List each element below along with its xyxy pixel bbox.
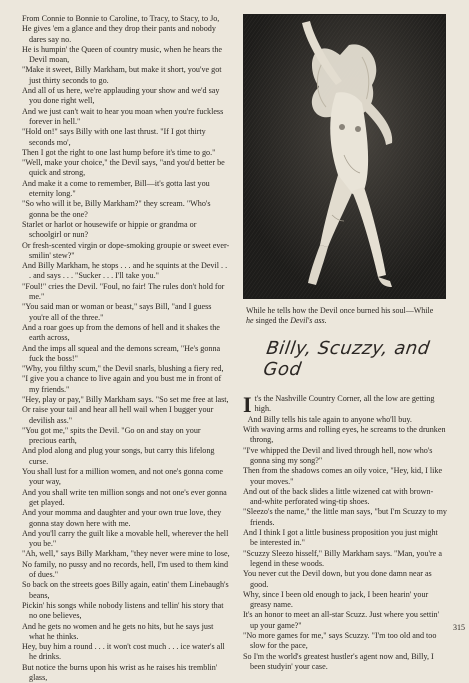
caption-text: singed the (255, 315, 289, 325)
poem-line: "Well, make your choice," the Devil says, "and you'd better be quick and strong, (22, 158, 225, 178)
illustration (243, 14, 446, 299)
poem-line: And you shall write ten million songs and not one's ever gonna get played. (22, 487, 227, 507)
poem-line: "Hey, play or pay," Billy Markham says. "So set me free at last, (22, 394, 229, 404)
poem-line: But notice the burns upon his wrist as he raises his tremblin' glass, (22, 662, 218, 682)
story-line: With waving arms and rolling eyes, he screams to the drunken throng, (243, 425, 446, 445)
story-title: Billy, Scuzzy, and God (262, 338, 432, 381)
poem-line: Pickin' his songs while nobody listens and tellin' his story that no one believes, (22, 600, 224, 621)
caption-emphasis: he (246, 315, 254, 325)
poem-line: "Hold on!" says Billy with one last thrust. "If I got thirty seconds mo', (22, 127, 206, 147)
poem-line: And your momma and daughter and your own true love, they gonna stay down here with me. (22, 508, 222, 528)
illustration-caption (243, 306, 442, 325)
poem-line: "You said man or woman or beast," says Bill, "and I guess you're all of the three." (22, 302, 212, 322)
poem-line: And a roar goes up from the demons of hell and it shakes the earth across, (22, 322, 220, 343)
poem-line: And Billy Markham, he stops . . . and he squints at the Devil . . . and says . . . "Sucker . . . I'll take you." (22, 261, 228, 281)
poem-line: So back on the streets goes Billy again, eatin' them Linebaugh's beans, (22, 580, 229, 600)
poem-line: Starlet or harlot or housewife or hippie or grandma or schoolgirl or nun? (22, 219, 197, 240)
story-line: "Scuzzy Sleezo hisself," Billy Markham says. "Man, you're a legend in these woods. (243, 548, 442, 568)
story-line: Then from the shadows comes an oily voice, "Hey, kid, I like your moves." (243, 466, 443, 486)
poem-line: Then I got the right to one last hump before it's time to go." (22, 147, 216, 157)
story-first-line (243, 392, 447, 418)
poem-line: And all of us here, we're applauding your show and we'd say you done right well, (22, 86, 220, 106)
poem-line: "So who will it be, Billy Markham?" they scream. "Who's gonna be the one? (22, 199, 211, 219)
poem-line: "Make it sweet, Billy Markham, but make it short, you've got just thirty seconds to go. (22, 65, 222, 85)
drop-cap: I (243, 392, 252, 418)
poem-line: He is humpin' the Queen of country music, when he hears the Devil moan, (22, 44, 223, 65)
poem-line: "I give you a chance to live again and you bust me in front of my friends." (22, 374, 222, 394)
poem-line: And you'll carry the guilt like a movable hell, wherever the hell you be." (22, 528, 229, 549)
story-line: "No more games for me," says Scuzzy. "I'm too old and too slow for the pace, (243, 631, 437, 651)
poem-line: And plod along and plug your songs, but carry this lifelong curse. (22, 446, 215, 466)
page-number: 315 (453, 623, 465, 632)
poem-column-left (22, 14, 230, 683)
poem-line: From Connie to Bonnie to Caroline, to Tracy, to Stacy, to Jo, (22, 14, 220, 23)
story-line: t's the Nashville Country Corner, all the low are getting high. (254, 394, 435, 414)
poem-line: Hey, buy him a round . . . it won't cost much . . . ice water's all he drinks. (22, 642, 225, 662)
poem-line: "Foul!" cries the Devil. "Foul, no fair! The rules don't hold for me." (22, 281, 225, 302)
story-line: And Billy tells his tale again to anyone who'll buy. (247, 414, 412, 424)
dancing-figure-illustration (244, 15, 445, 298)
poem-line: No family, no pussy and no records, hell, I'm used to them kind of dues." (22, 559, 229, 580)
story-line: Why, since I been old enough to jack, I been hearin' your greasy name. (243, 589, 429, 610)
story-line: And I think I got a little business proposition you just might be interested in." (243, 528, 438, 548)
caption-text: While he tells how the Devil once burned his soul—While (246, 306, 434, 315)
story-line: "Sleezo's the name," the little man says, "but I'm Scuzzy to my friends. (243, 507, 447, 527)
poem-line: And we just can't wait to hear you moan when you're fuckless forever in hell." (22, 106, 224, 126)
story-line: You never cut the Devil down, but you done damn near as good. (243, 569, 432, 589)
poem-line: "Why, you filthy scum," the Devil snarls, blushing a fiery red, (22, 364, 224, 374)
story-column (243, 394, 447, 672)
caption-emphasis: Devil's ass. (290, 315, 327, 325)
poem-line: And he gets no women and he gets no hits, but he says just what he thinks. (22, 621, 214, 641)
poem-line: He gives 'em a glance and they drop their pants and nobody dares say no. (22, 24, 216, 44)
poem-line: And the imps all squeal and the demons scream, "He's gonna fuck the boss!" (22, 343, 221, 363)
story-line: "I've whipped the Devil and lived through hell, now who's gonna sing my song?" (243, 445, 433, 465)
story-line: It's an honor to meet an all-star Scuzz. Just where you settin' up your game?" (243, 610, 440, 630)
poem-line: "You got me," spits the Devil. "Go on and stay on your precious earth, (22, 425, 201, 446)
poem-line: Or fresh-scented virgin or dope-smoking groupie or sweet ever-smilin' stew?" (22, 240, 230, 260)
poem-line: You shall lust for a million women, and not one's gonna come your way, (22, 467, 224, 487)
poem-line: Or raise your tail and hear all hell wail when I bugger your devilish ass." (22, 405, 214, 425)
poem-line: "Ah, well," says Billy Markham, "they never were mine to lose, (22, 549, 230, 559)
poem-line: And make it a come to remember, Bill—it's gotta last you eternity long." (22, 178, 210, 199)
story-line: So I'm the world's greatest hustler's agent now and, Billy, I been studyin' your case. (243, 651, 434, 671)
right-column (243, 14, 447, 672)
story-line: And out of the back slides a little wizened cat with brown-and-white perforated wing-tip shoes. (243, 486, 434, 507)
